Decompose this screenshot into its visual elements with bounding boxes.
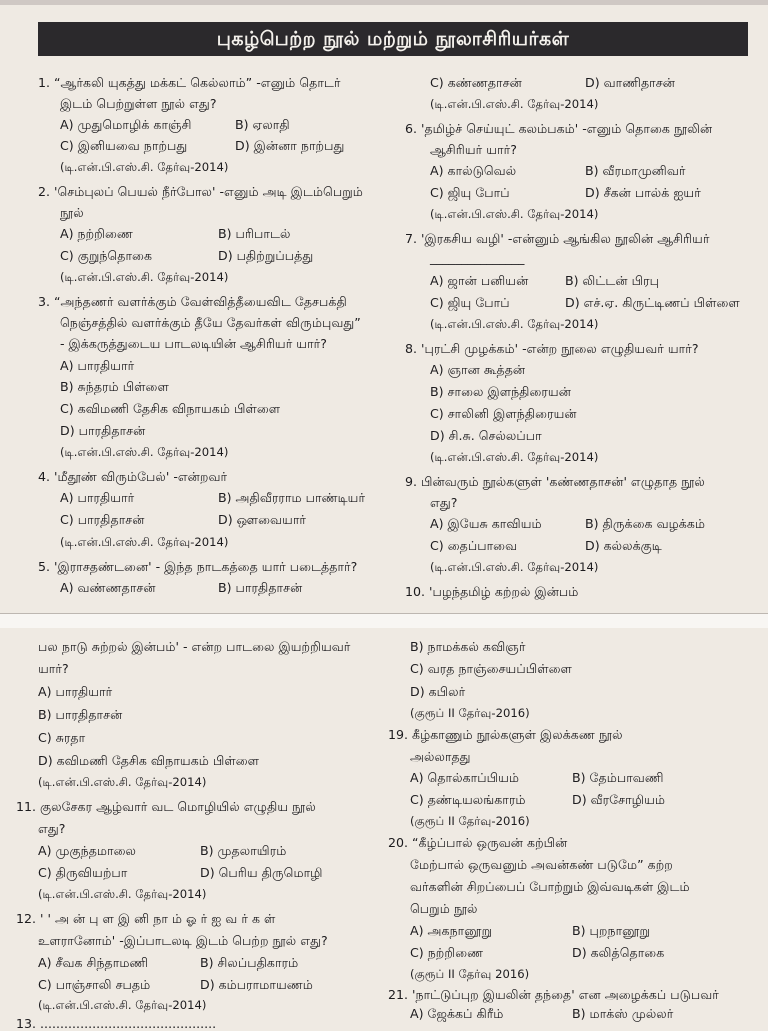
question-9-cont: எது?: [430, 495, 458, 510]
q20-option-a: A) அகநானூறு: [410, 923, 493, 938]
q12-option-d: D) கம்பராமாயணம்: [200, 977, 313, 992]
q5-source: (டி.என்.பி.எஸ்.சி. தேர்வு-2014): [430, 97, 599, 111]
q5-option-a: A) வண்ணதாசன்: [60, 580, 156, 595]
q20-source: (குரூப் II தேர்வு 2016): [410, 967, 530, 981]
q18-option-b: B) நாமக்கல் கவிஞர்: [410, 639, 526, 654]
question-10-cont: பல நாடு சுற்றல் இன்பம்' - என்ற பாடலை இயற்றியவர்: [38, 639, 351, 654]
q12-option-c: C) பாஞ்சாலி சபதம்: [38, 977, 151, 992]
question-4: 4. 'மீதூண் விரும்பேல்' -என்றவர்: [38, 469, 228, 484]
q12-source: (டி.என்.பி.எஸ்.சி. தேர்வு-2014): [38, 998, 207, 1012]
q19-option-d: D) வீரசோழியம்: [572, 792, 665, 807]
q9-source: (டி.என்.பி.எஸ்.சி. தேர்வு-2014): [430, 560, 599, 574]
q5-option-b: B) பாரதிதாசன்: [218, 580, 303, 595]
q6-option-d: D) சீகன் பால்க் ஐயர்: [585, 185, 701, 200]
q10-option-c: C) சுரதா: [38, 730, 86, 745]
question-20-cont3: பெறும் நூல்: [410, 901, 478, 916]
q10-option-a: A) பாரதியார்: [38, 684, 113, 699]
q20-option-d: D) கலித்தொகை: [572, 945, 665, 960]
q12-option-a: A) சீவக சிந்தாமணி: [38, 955, 149, 970]
q8-option-c: C) சாலினி இளந்திரையன்: [430, 406, 577, 421]
q7-option-a: A) ஜான் பனியன்: [430, 273, 529, 288]
question-1: 1. “ஆர்கலி யுகத்து மக்கட் கெல்லாம்” -எனும் தொடர்: [38, 75, 341, 90]
question-6: 6. 'தமிழ்ச் செய்யுட் கலம்பகம்' -எனும் தொகை நூலின்: [405, 121, 713, 136]
question-11-cont: எது?: [38, 821, 66, 836]
q11-option-d: D) பெரிய திருமொழி: [200, 865, 323, 880]
q6-source: (டி.என்.பி.எஸ்.சி. தேர்வு-2014): [430, 207, 599, 221]
q8-source: (டி.என்.பி.எஸ்.சி. தேர்வு-2014): [430, 450, 599, 464]
q6-option-c: C) ஜியு போப்: [430, 185, 510, 200]
question-5: 5. 'இராசதண்டனை' - இந்த நாடகத்தை யார் படைத்தார்?: [38, 559, 358, 574]
question-8: 8. 'புரட்சி முழக்கம்' -என்ற நூலை எழுதியவர் யார்?: [405, 341, 699, 356]
q3-source: (டி.என்.பி.எஸ்.சி. தேர்வு-2014): [60, 445, 229, 459]
q3-option-c: C) கவிமணி தேசிக விநாயகம் பிள்ளை: [60, 401, 281, 416]
q7-option-c: C) ஜியு போப்: [430, 295, 510, 310]
q6-option-b: B) வீரமாமுனிவர்: [585, 163, 686, 178]
question-3-cont: நெஞ்சத்தில் வளர்க்கும் தீயே தேவர்கள் விரும்புவது”: [60, 315, 361, 330]
question-10: 10. 'பழந்தமிழ் கற்றல் இன்பம்: [405, 584, 579, 599]
q4-option-c: C) பாரதிதாசன்: [60, 512, 145, 527]
q19-option-a: A) தொல்காப்பியம்: [410, 770, 519, 785]
question-7-blank: _______________: [430, 250, 525, 265]
q11-option-a: A) முகுந்தமாலை: [38, 843, 137, 858]
q6-option-a: A) கால்டுவெல்: [430, 163, 517, 178]
q21-option-a: A) ஜேக்கப் கிரீம்: [410, 1006, 504, 1021]
q1-option-b: B) ஏலாதி: [235, 117, 290, 132]
q4-option-d: D) ஔவையார்: [218, 512, 307, 527]
q11-source: (டி.என்.பி.எஸ்.சி. தேர்வு-2014): [38, 887, 207, 901]
q3-option-b: B) சுந்தரம் பிள்ளை: [60, 379, 169, 394]
q2-option-c: C) குறுந்தொகை: [60, 248, 152, 263]
q3-option-a: A) பாரதியார்: [60, 358, 135, 373]
q1-option-a: A) முதுமொழிக் காஞ்சி: [60, 117, 192, 132]
q18-option-c: C) வரத நாஞ்சையப்பிள்ளை: [410, 661, 572, 676]
page-gap: [0, 614, 768, 628]
q8-option-d: D) சி.சு. செல்லப்பா: [430, 428, 542, 443]
q11-option-b: B) முதலாயிரம்: [200, 843, 287, 858]
q19-option-b: B) தேம்பாவணி: [572, 770, 664, 785]
question-19-cont: அல்லாதது: [410, 749, 471, 764]
q1-option-d: D) இன்னா நாற்பது: [235, 138, 345, 153]
question-11: 11. குலசேகர ஆழ்வார் வட மொழியில் எழுதிய நூல்: [16, 799, 316, 814]
question-20: 20. “கீழ்ப்பால் ஒருவன் கற்பின்: [388, 835, 568, 850]
q5-option-c: C) கண்ணதாசன்: [430, 75, 522, 90]
q5-option-d: D) வாணிதாசன்: [585, 75, 675, 90]
q4-option-b: B) அதிவீரராம பாண்டியர்: [218, 490, 366, 505]
question-9: 9. பின்வரும் நூல்களுள் 'கண்ணதாசன்' எழுதாத நூல்: [405, 474, 705, 489]
question-2: 2. 'செம்புலப் பெயல் நீர்போல' -எனும் அடி இடம்பெறும்: [38, 184, 363, 199]
q11-option-c: C) திருவியற்பா: [38, 865, 128, 880]
q1-source: (டி.என்.பி.எஸ்.சி. தேர்வு-2014): [60, 160, 229, 174]
q20-option-b: B) புறநானூறு: [572, 923, 651, 938]
q7-option-b: B) லிட்டன் பிரபு: [565, 273, 660, 288]
question-3-cont2: - இக்கருத்துடைய பாடலடியின் ஆசிரியர் யார்?: [60, 336, 327, 351]
page-title: புகழ்பெற்ற நூல் மற்றும் நூலாசிரியர்கள்: [38, 22, 748, 56]
question-7: 7. 'இரகசிய வழி' -என்னும் ஆங்கில நூலின் ஆசிரியர்: [405, 231, 710, 246]
question-21: 21. 'நாட்டுப்புற இயலின் தந்தை' என அழைக்கப் படுபவர்: [388, 987, 719, 1002]
q19-source: (குரூப் II தேர்வு-2016): [410, 814, 530, 828]
q1-option-c: C) இனியவை நாற்பது: [60, 138, 188, 153]
q2-option-b: B) பரிபாடல்: [218, 226, 291, 241]
q9-option-d: D) கல்லக்குடி: [585, 538, 662, 553]
question-3: 3. “அந்தணர் வளர்க்கும் வேள்வித்தீயைவிட தேசபக்தி: [38, 294, 347, 309]
question-20-cont: மேற்பால் ஒருவனும் அவன்கண் படுமே” கற்ற: [410, 857, 673, 872]
q10-option-d: D) கவிமணி தேசிக விநாயகம் பிள்ளை: [38, 753, 260, 768]
q7-option-d: D) எச்.ஏ. கிருட்டிணப் பிள்ளை: [565, 295, 740, 310]
q8-option-b: B) சாலை இளந்திரையன்: [430, 384, 571, 399]
q10-option-b: B) பாரதிதாசன்: [38, 707, 123, 722]
q20-option-c: C) நற்றிணை: [410, 945, 484, 960]
q4-source: (டி.என்.பி.எஸ்.சி. தேர்வு-2014): [60, 535, 229, 549]
q2-option-a: A) நற்றிணை: [60, 226, 133, 241]
question-12: 12. ' ' அ ன் பு ள இ னி நா ம் ஓ ர் ஐ வ ர் க ள்: [16, 911, 276, 926]
page-top-edge: [0, 0, 768, 5]
q9-option-b: B) திருக்கை வழக்கம்: [585, 516, 706, 531]
q18-option-d: D) கபிலர்: [410, 684, 466, 699]
q18-source: (குரூப் II தேர்வு-2016): [410, 706, 530, 720]
q19-option-c: C) தண்டியலங்காரம்: [410, 792, 526, 807]
q9-option-a: A) இயேசு காவியம்: [430, 516, 542, 531]
q3-option-d: D) பாரதிதாசன்: [60, 423, 146, 438]
q2-option-d: D) பதிற்றுப்பத்து: [218, 248, 314, 263]
question-6-cont: ஆசிரியர் யார்?: [430, 142, 517, 157]
q2-source: (டி.என்.பி.எஸ்.சி. தேர்வு-2014): [60, 270, 229, 284]
q8-option-a: A) ஞான கூத்தன்: [430, 362, 526, 377]
q7-source: (டி.என்.பி.எஸ்.சி. தேர்வு-2014): [430, 317, 599, 331]
question-10-cont2: யார்?: [38, 661, 69, 676]
q9-option-c: C) தைப்பாவை: [430, 538, 518, 553]
question-19: 19. கீழ்காணும் நூல்களுள் இலக்கண நூல்: [388, 727, 623, 742]
question-13: 13. ............................................: [16, 1016, 217, 1031]
question-1-cont: இடம் பெற்றுள்ள நூல் எது?: [60, 96, 217, 111]
question-20-cont2: வர்களின் சிறப்பைப் போற்றும் இவ்வடிகள் இடம்: [410, 879, 690, 894]
q12-option-b: B) சிலப்பதிகாரம்: [200, 955, 299, 970]
q21-option-b: B) மாக்ஸ் முல்லர்: [572, 1006, 674, 1021]
question-12-cont: உளரானோம்' -இப்பாடலடி இடம் பெற்ற நூல் எது?: [38, 933, 328, 948]
q10-source: (டி.என்.பி.எஸ்.சி. தேர்வு-2014): [38, 775, 207, 789]
question-2-cont: நூல்: [60, 205, 84, 220]
q4-option-a: A) பாரதியார்: [60, 490, 135, 505]
